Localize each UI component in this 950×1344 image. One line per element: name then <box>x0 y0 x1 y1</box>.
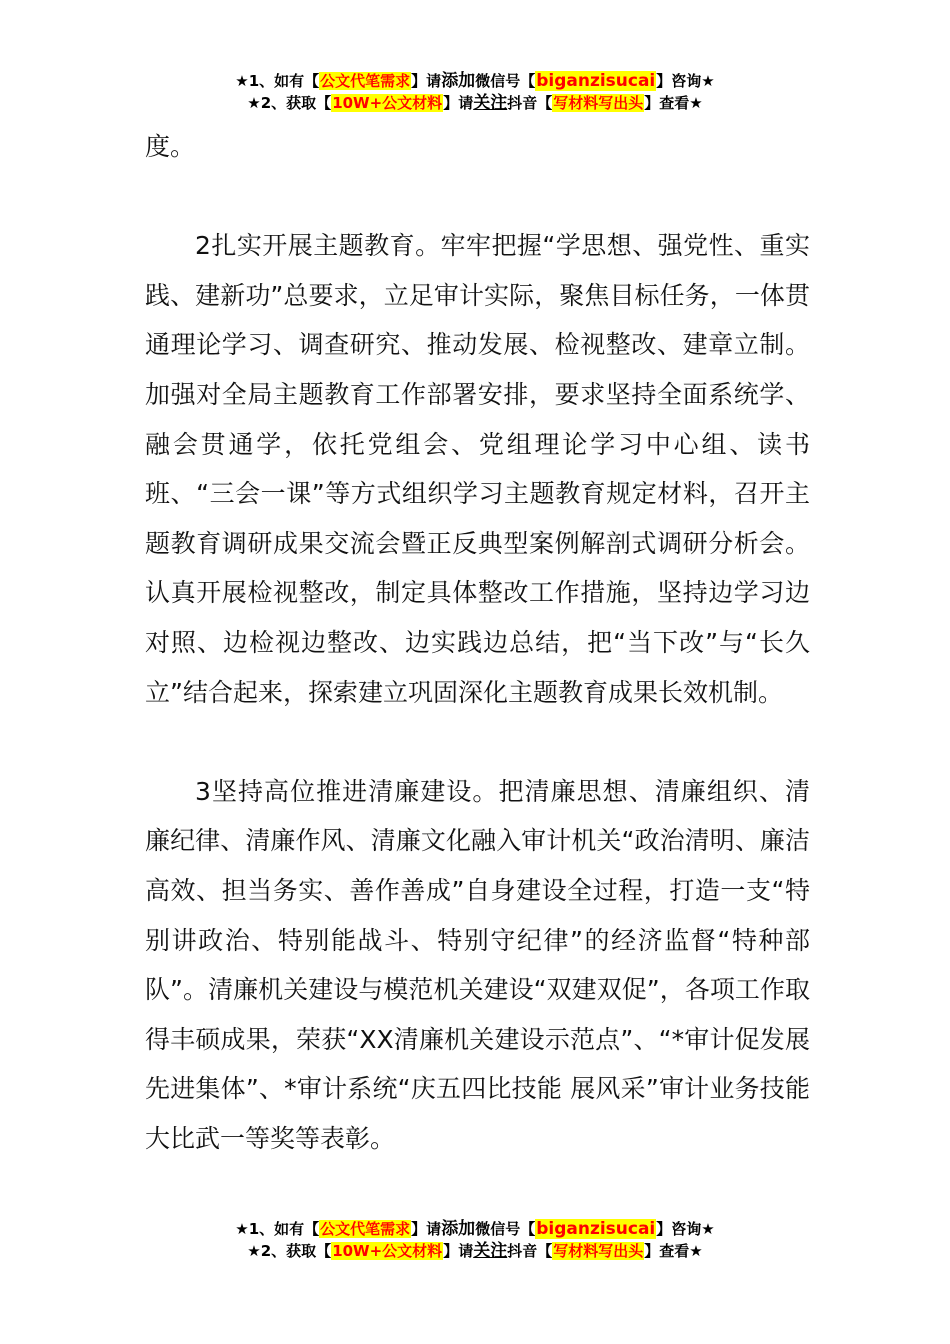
banner-line1-mid2: 微信号【 <box>475 72 536 90</box>
banner-line2-emphasis: 关注 <box>473 93 508 113</box>
banner-line1-highlight-wechat: biganzisucai <box>536 1219 656 1239</box>
banner-line-1 <box>0 70 950 92</box>
document-body <box>145 122 810 1163</box>
banner-line1-highlight-wechat: biganzisucai <box>536 71 656 91</box>
banner-line2-prefix: ★2、获取【 <box>247 1242 332 1260</box>
banner-line1-highlight-service: 公文代笔需求 <box>320 72 411 90</box>
banner-line2-suffix: 】查看★ <box>644 1242 703 1260</box>
banner-line2-mid1: 】请 <box>443 94 474 112</box>
banner-line2-mid2: 抖音【 <box>507 1242 553 1260</box>
paragraph-theme-education: 2扎实开展主题教育。牢牢把握“学思想、强党性、重实践、建新功”总要求，立足审计实际，聚焦目标任务，一体贯通理论学习、调查研究、推动发展、检视整改、建章立制。加强对全局主题教育工作部署安排，要求坚持全面系统学、融会贯通学，依托党组会、党组理论学习中心组、读书班、“三会一课”等方式组织学习主题教育规定材料，召开主题教育调研成果交流会暨正反典型案例解剖式调研分析会。认真开展检视整改，制定具体整改工作措施，坚持边学习边对照、边检视边整改、边实践边总结，把“当下改”与“长久立”结合起来，探索建立巩固深化主题教育成果长效机制。 <box>145 231 810 707</box>
banner-line-1 <box>0 1218 950 1240</box>
banner-line2-prefix: ★2、获取【 <box>247 94 332 112</box>
banner-line2-suffix: 】查看★ <box>644 94 703 112</box>
banner-line1-mid1: 】请 <box>411 1220 442 1238</box>
banner-line1-mid2: 微信号【 <box>475 1220 536 1238</box>
banner-line1-suffix: 】咨询★ <box>656 1220 715 1238</box>
banner-line2-mid1: 】请 <box>443 1242 474 1260</box>
banner-line1-emphasis: 添加 <box>441 1219 476 1239</box>
header-banner <box>0 70 950 114</box>
paragraph-integrity-building: 3坚持高位推进清廉建设。把清廉思想、清廉组织、清廉纪律、清廉作风、清廉文化融入审计机关“政治清明、廉洁高效、担当务实、善作善成”自身建设全过程，打造一支“特别讲政治、特别能战斗、特别守纪律”的经济监督“特种部队”。清廉机关建设与模范机关建设“双建双促”，各项工作取得丰硕成果，荣获“XX清廉机关建设示范点”、“*审计促发展先进集体”、*审计系统“庆五四比技能 展风采”审计业务技能大比武一等奖等表彰。 <box>145 776 810 1153</box>
banner-line-2 <box>0 92 950 114</box>
paragraph-gap <box>145 172 810 222</box>
banner-line1-prefix: ★1、如有【 <box>235 1220 320 1238</box>
banner-line2-highlight-materials: 10W+公文材料 <box>332 1242 443 1260</box>
banner-line1-highlight-service: 公文代笔需求 <box>320 1220 411 1238</box>
banner-line2-mid2: 抖音【 <box>507 94 553 112</box>
banner-line2-highlight-douyin: 写材料写出头 <box>553 94 644 112</box>
banner-line2-highlight-materials: 10W+公文材料 <box>332 94 443 112</box>
paragraph-gap <box>145 717 810 767</box>
banner-line2-emphasis: 关注 <box>473 1241 508 1261</box>
banner-line-2 <box>0 1240 950 1262</box>
banner-line1-emphasis: 添加 <box>441 71 476 91</box>
continuation-text: 度。 <box>145 132 196 161</box>
banner-line2-highlight-douyin: 写材料写出头 <box>553 1242 644 1260</box>
banner-line1-mid1: 】请 <box>411 72 442 90</box>
banner-line1-suffix: 】咨询★ <box>656 72 715 90</box>
footer-banner <box>0 1218 950 1262</box>
banner-line1-prefix: ★1、如有【 <box>235 72 320 90</box>
